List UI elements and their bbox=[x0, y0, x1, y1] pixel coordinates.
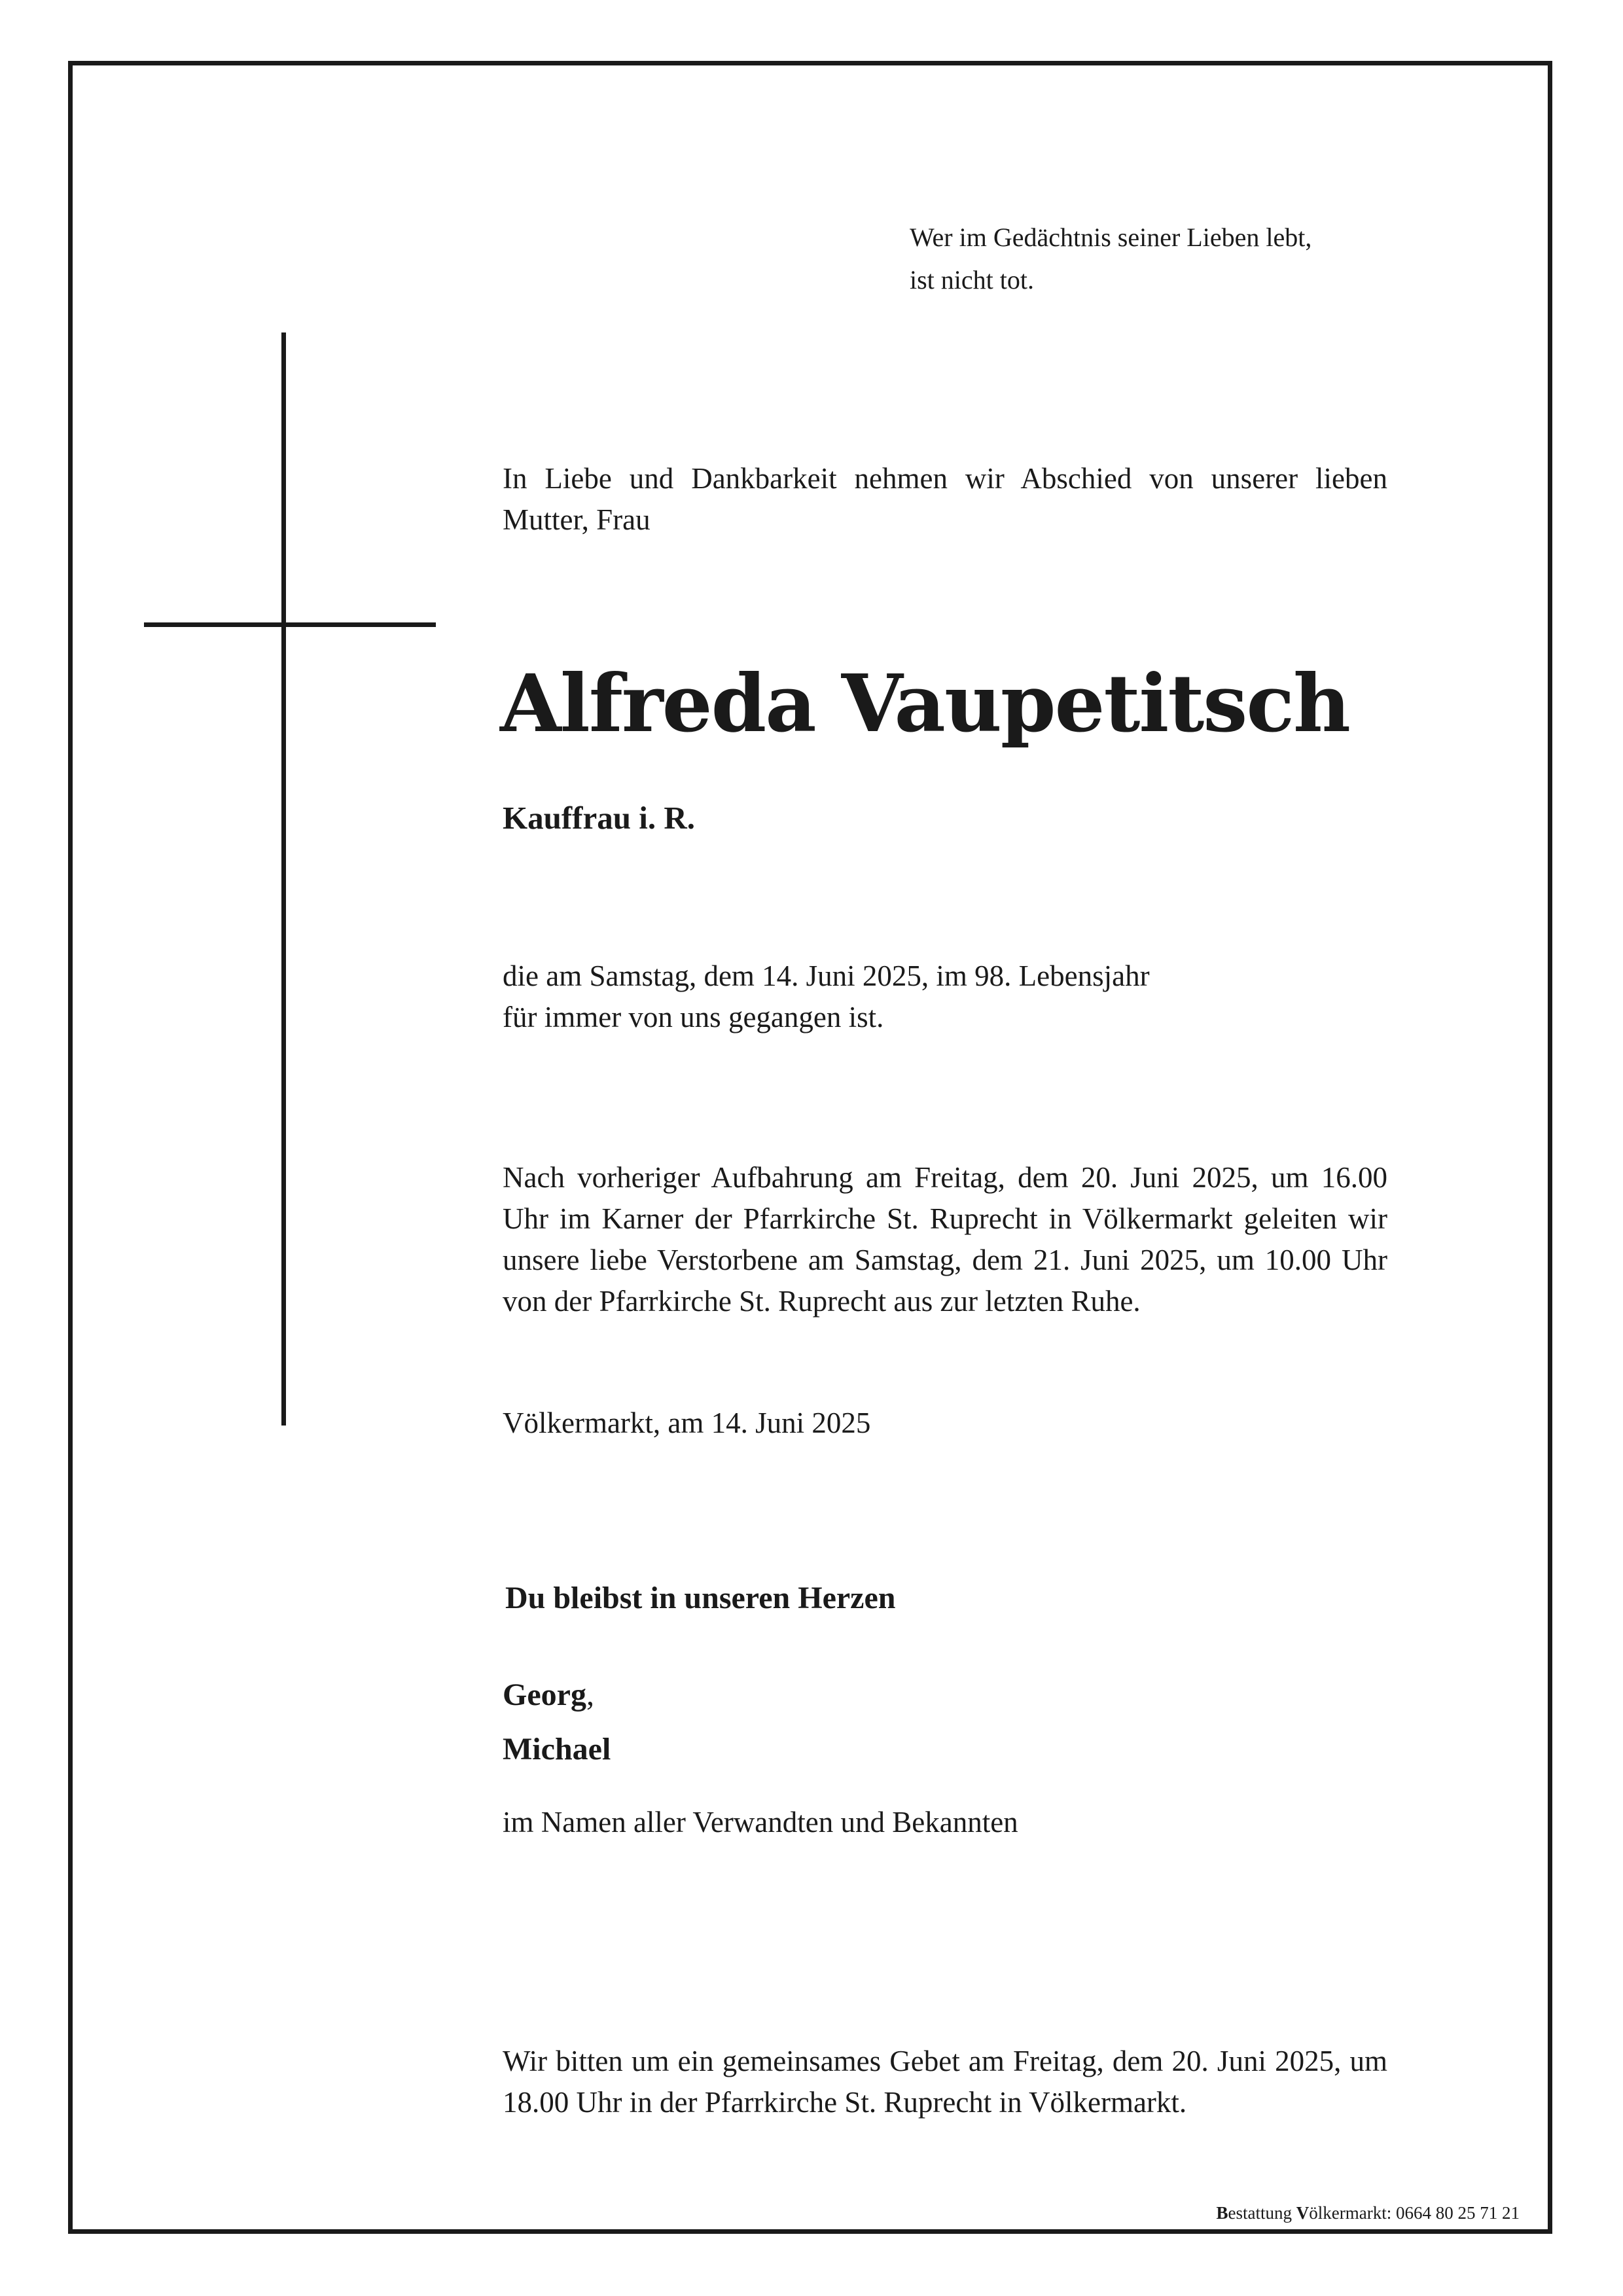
relatives-note: im Namen aller Verwandten und Bekannten bbox=[503, 1806, 1018, 1839]
farewell-phrase: Du bleibst in unseren Herzen bbox=[505, 1581, 896, 1615]
death-notice-line-1: die am Samstag, dem 14. Juni 2025, im 98. Lebensjahr bbox=[503, 960, 1150, 992]
funeral-home-contact bbox=[1217, 2202, 1520, 2224]
mourner-1-separator: , bbox=[586, 1677, 594, 1712]
deceased-name: Alfreda Vaupetitsch bbox=[500, 656, 1350, 750]
death-notice-line-2: für immer von uns gegangen ist. bbox=[503, 1001, 884, 1033]
footer-initial-1: B bbox=[1216, 2203, 1228, 2223]
mourners-list bbox=[503, 1668, 611, 1776]
cross-vertical-bar bbox=[281, 332, 286, 1426]
deceased-profession: Kauffrau i. R. bbox=[503, 800, 695, 836]
footer-initial-2: V bbox=[1296, 2203, 1310, 2223]
mourner-1-name: Georg bbox=[503, 1677, 586, 1712]
motto-line-1: Wer im Gedächtnis seiner Lieben lebt, bbox=[910, 223, 1312, 252]
funeral-details: Nach vorheriger Aufbahrung am Freitag, dem 20. Juni 2025, um 16.00 Uhr im Karner der Pfarrkirche St. Ruprecht in Völkermarkt geleiten wir unsere liebe Verstorbene am Samstag, dem 21. Juni 2025, um 10.00 Uhr von der Pfarrkirche St. Ruprecht aus zur letzten Ruhe. bbox=[503, 1161, 1387, 1318]
mourner-2-name: Michael bbox=[503, 1732, 611, 1767]
motto-line-2: ist nicht tot. bbox=[910, 265, 1034, 295]
intro-text: In Liebe und Dankbarkeit nehmen wir Abschied von unserer lieben Mutter, Frau bbox=[503, 462, 1387, 536]
footer-text-2: ölkermarkt: 0664 80 25 71 21 bbox=[1309, 2203, 1520, 2223]
death-notice bbox=[503, 956, 1387, 1038]
mourner-1 bbox=[503, 1668, 611, 1722]
cross-horizontal-bar bbox=[144, 622, 436, 627]
prayer-invitation: Wir bitten um ein gemeinsames Gebet am Freitag, dem 20. Juni 2025, um 18.00 Uhr in der Pfarrkirche St. Ruprecht in Völkermarkt. bbox=[503, 2045, 1387, 2119]
footer-text-1: estattung bbox=[1228, 2203, 1296, 2223]
page-border bbox=[68, 61, 1552, 2234]
motto-quote bbox=[910, 216, 1311, 301]
place-and-date: Völkermarkt, am 14. Juni 2025 bbox=[503, 1407, 871, 1439]
